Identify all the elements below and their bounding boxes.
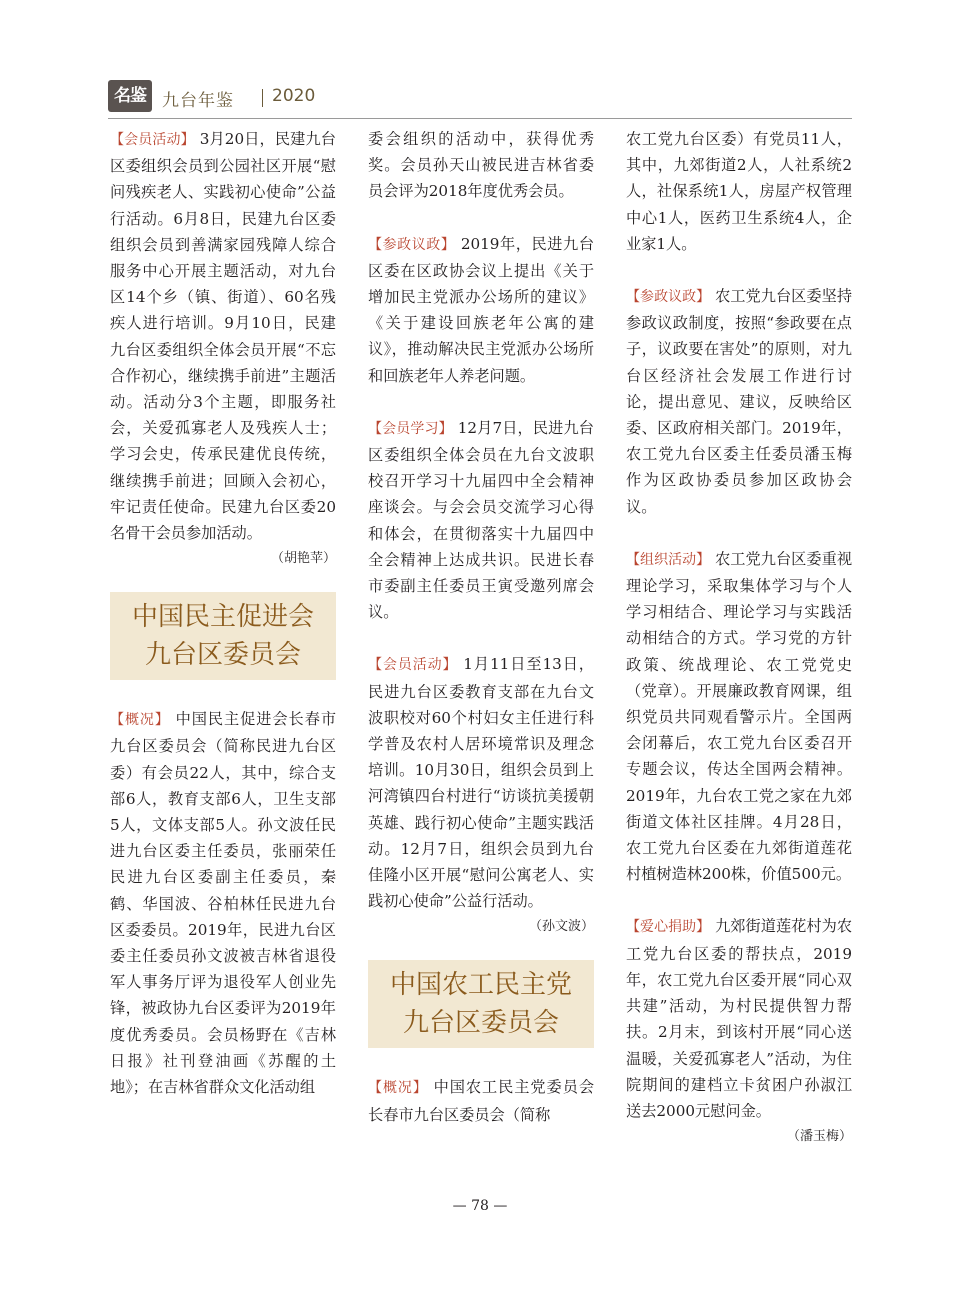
section-tag: 【概况】 bbox=[110, 712, 170, 729]
book-year: 2020 bbox=[272, 86, 316, 106]
author-credit: （胡艳苹） bbox=[270, 551, 336, 567]
section-banner-nonggong bbox=[368, 960, 594, 1048]
header-rule bbox=[108, 118, 852, 119]
banner-line: 九台区委员会 bbox=[144, 640, 301, 671]
column-3 bbox=[626, 126, 852, 1148]
section-tag: 【会员学习】 bbox=[368, 420, 453, 437]
banner-line: 中国民主促进会 bbox=[131, 602, 314, 633]
paragraph-overview-nonggong bbox=[368, 1074, 594, 1127]
banner-line: 九台区委员会 bbox=[402, 1008, 559, 1039]
paragraph-politics-minjin bbox=[368, 231, 594, 389]
paragraph-charity bbox=[626, 913, 852, 1124]
paragraph-member-activity-2 bbox=[368, 651, 594, 914]
section-tag: 【参政议政】 bbox=[626, 289, 711, 306]
section-tag: 【概况】 bbox=[368, 1080, 428, 1097]
paragraph-politics-nonggong bbox=[626, 283, 852, 520]
paragraph-text: 12月7日，民进九台区委组织全体会员在九台文波职校召开学习十九届四中全会精神座谈会。与会会员交流学习心得和体会，在贯彻落实十九届四中全会精神上达成共识。民进长春市委副主任委员王寅受邀列席会议。 bbox=[368, 418, 594, 622]
header-divider bbox=[262, 89, 263, 107]
paragraph-text: 九郊街道莲花村为农工党九台区委的帮扶点，2019年，农工党九台区委开展“同心双共建”活动，为村民提供智力帮扶。2月末，到该村开展“同心送温暖，关爱孤寡老人”活动，为住院期间的建档立卡贫困户孙淑江送去2000元慰问金。 bbox=[626, 917, 853, 1120]
column-2 bbox=[368, 126, 594, 1128]
paragraph-text: 中国农工民主党委员会长春市九台区委员会（简称 bbox=[368, 1078, 595, 1124]
paragraph-study-minjin bbox=[368, 415, 594, 626]
paragraph-text: 中国民主促进会长春市九台区委员会（简称民进九台区委）有会员22人，其中，综合支部6人，教育支部6人，卫生支部5人，文体支部5人。孙文波任民进九台区委主任委员，张丽荣任民进九台区委副主任委员，秦鹤、华国波、谷柏林任民进九台区委委员。2019年，民进九台区委主任委员孙文波被吉林省退役军人事务厅评为退役军人创业先锋，被政协九台区委评为2019年度优秀委员。会员杨野在《吉林日报》社刊登油画《苏醒的土地》；在吉林省群众文化活动组 bbox=[110, 710, 337, 1097]
section-banner-minjin bbox=[110, 592, 336, 680]
yearbook-logo: 名鉴 bbox=[108, 80, 152, 112]
paragraph-org-activity bbox=[626, 546, 852, 888]
book-title: 九台年鉴 bbox=[162, 91, 234, 111]
paragraph-text: 农工党九台区委重视理论学习，采取集体学习与个人学习相结合、理论学习与实践活动相结合的方式。学习党的方针政策、统战理论、农工党党史（党章）。开展廉政教育网课，组织党员共同观看警示片。全国两会闭幕后，农工党九台区委召开专题会议，传达全国两会精神。2019年，九台农工党之家在九郊街道文体社区挂牌。4月28日，农工党九台区委在九郊街道莲花村植树造林200株，价值500元。 bbox=[626, 549, 853, 884]
paragraph-member-activity-1 bbox=[110, 126, 336, 546]
paragraph-continued: 委会组织的活动中，获得优秀奖。会员孙天山被民进吉林省委员会评为2018年度优秀会员。 bbox=[368, 130, 594, 201]
paragraph-text: 农工党九台区委坚持参政议政制度，按照“参政要在点子，议政要在害处”的原则，对九台区经济社会发展工作进行讨论，提出意见、建议，反映给区委、区政府相关部门。2019年，农工党九台区委主任委员潘玉梅作为区政协委员参加区政协会议。 bbox=[626, 287, 853, 516]
banner-line: 中国农工民主党 bbox=[389, 970, 572, 1001]
section-tag: 【会员活动】 bbox=[110, 132, 195, 148]
section-tag: 【参政议政】 bbox=[368, 236, 456, 253]
author-credit: （孙文波） bbox=[528, 919, 594, 935]
paragraph-text: 2019年，民进九台区委在区政协会议上提出《关于增加民主党派办公场所的建议》《关于建设回族老年公寓的建议》，推动解决民主党派办公场所和回族老年人养老问题。 bbox=[368, 234, 595, 385]
author-credit: （潘玉梅） bbox=[786, 1129, 852, 1145]
section-tag: 【组织活动】 bbox=[626, 551, 711, 568]
page-number: — 78 — bbox=[452, 1198, 508, 1214]
section-tag: 【爱心捐助】 bbox=[626, 919, 711, 936]
paragraph-continued: 农工党九台区委）有党员11人，其中，九郊街道2人，人社系统2人，社保系统1人，房屋产权管理中心1人，医药卫生系统4人，企业家1人。 bbox=[626, 130, 852, 253]
paragraph-text: 1月11日至13日，民进九台区委教育支部在九台文波职校对60个村妇女主任进行科学普及农村人居环境常识及理念培训。10月30日，组织会员到上河湾镇四台村进行“访谈抗美援朝英雄、践行初心使命”主题实践活动。12月7日，组织会员到九台佳隆小区开展“慰问公寓老人、实践初心使命”公益行活动。 bbox=[368, 655, 594, 911]
section-tag: 【会员活动】 bbox=[368, 657, 458, 674]
paragraph-overview-minjin bbox=[110, 706, 336, 1100]
paragraph-text: 3月20日，民建九台区委组织会员到公园社区开展“慰问残疾老人、实践初心使命”公益行活动。6月8日，民建九台区委组织会员到善满家园残障人综合服务中心开展主题活动，对九台区14个乡（镇、街道）、60名残疾人进行培训。9月10日，民建九台区委组织全体会员开展“不忘合作初心，继续携手前进”主题活动。活动分3个主题，即服务社会，关爱孤寡老人及残疾人士；学习会史，传承民建优良传统，继续携手前进；回顾入会初心，牢记责任使命。民建九台区委20名骨干会员参加活动。 bbox=[110, 130, 336, 543]
page-header bbox=[108, 78, 852, 118]
column-1 bbox=[110, 126, 336, 1100]
